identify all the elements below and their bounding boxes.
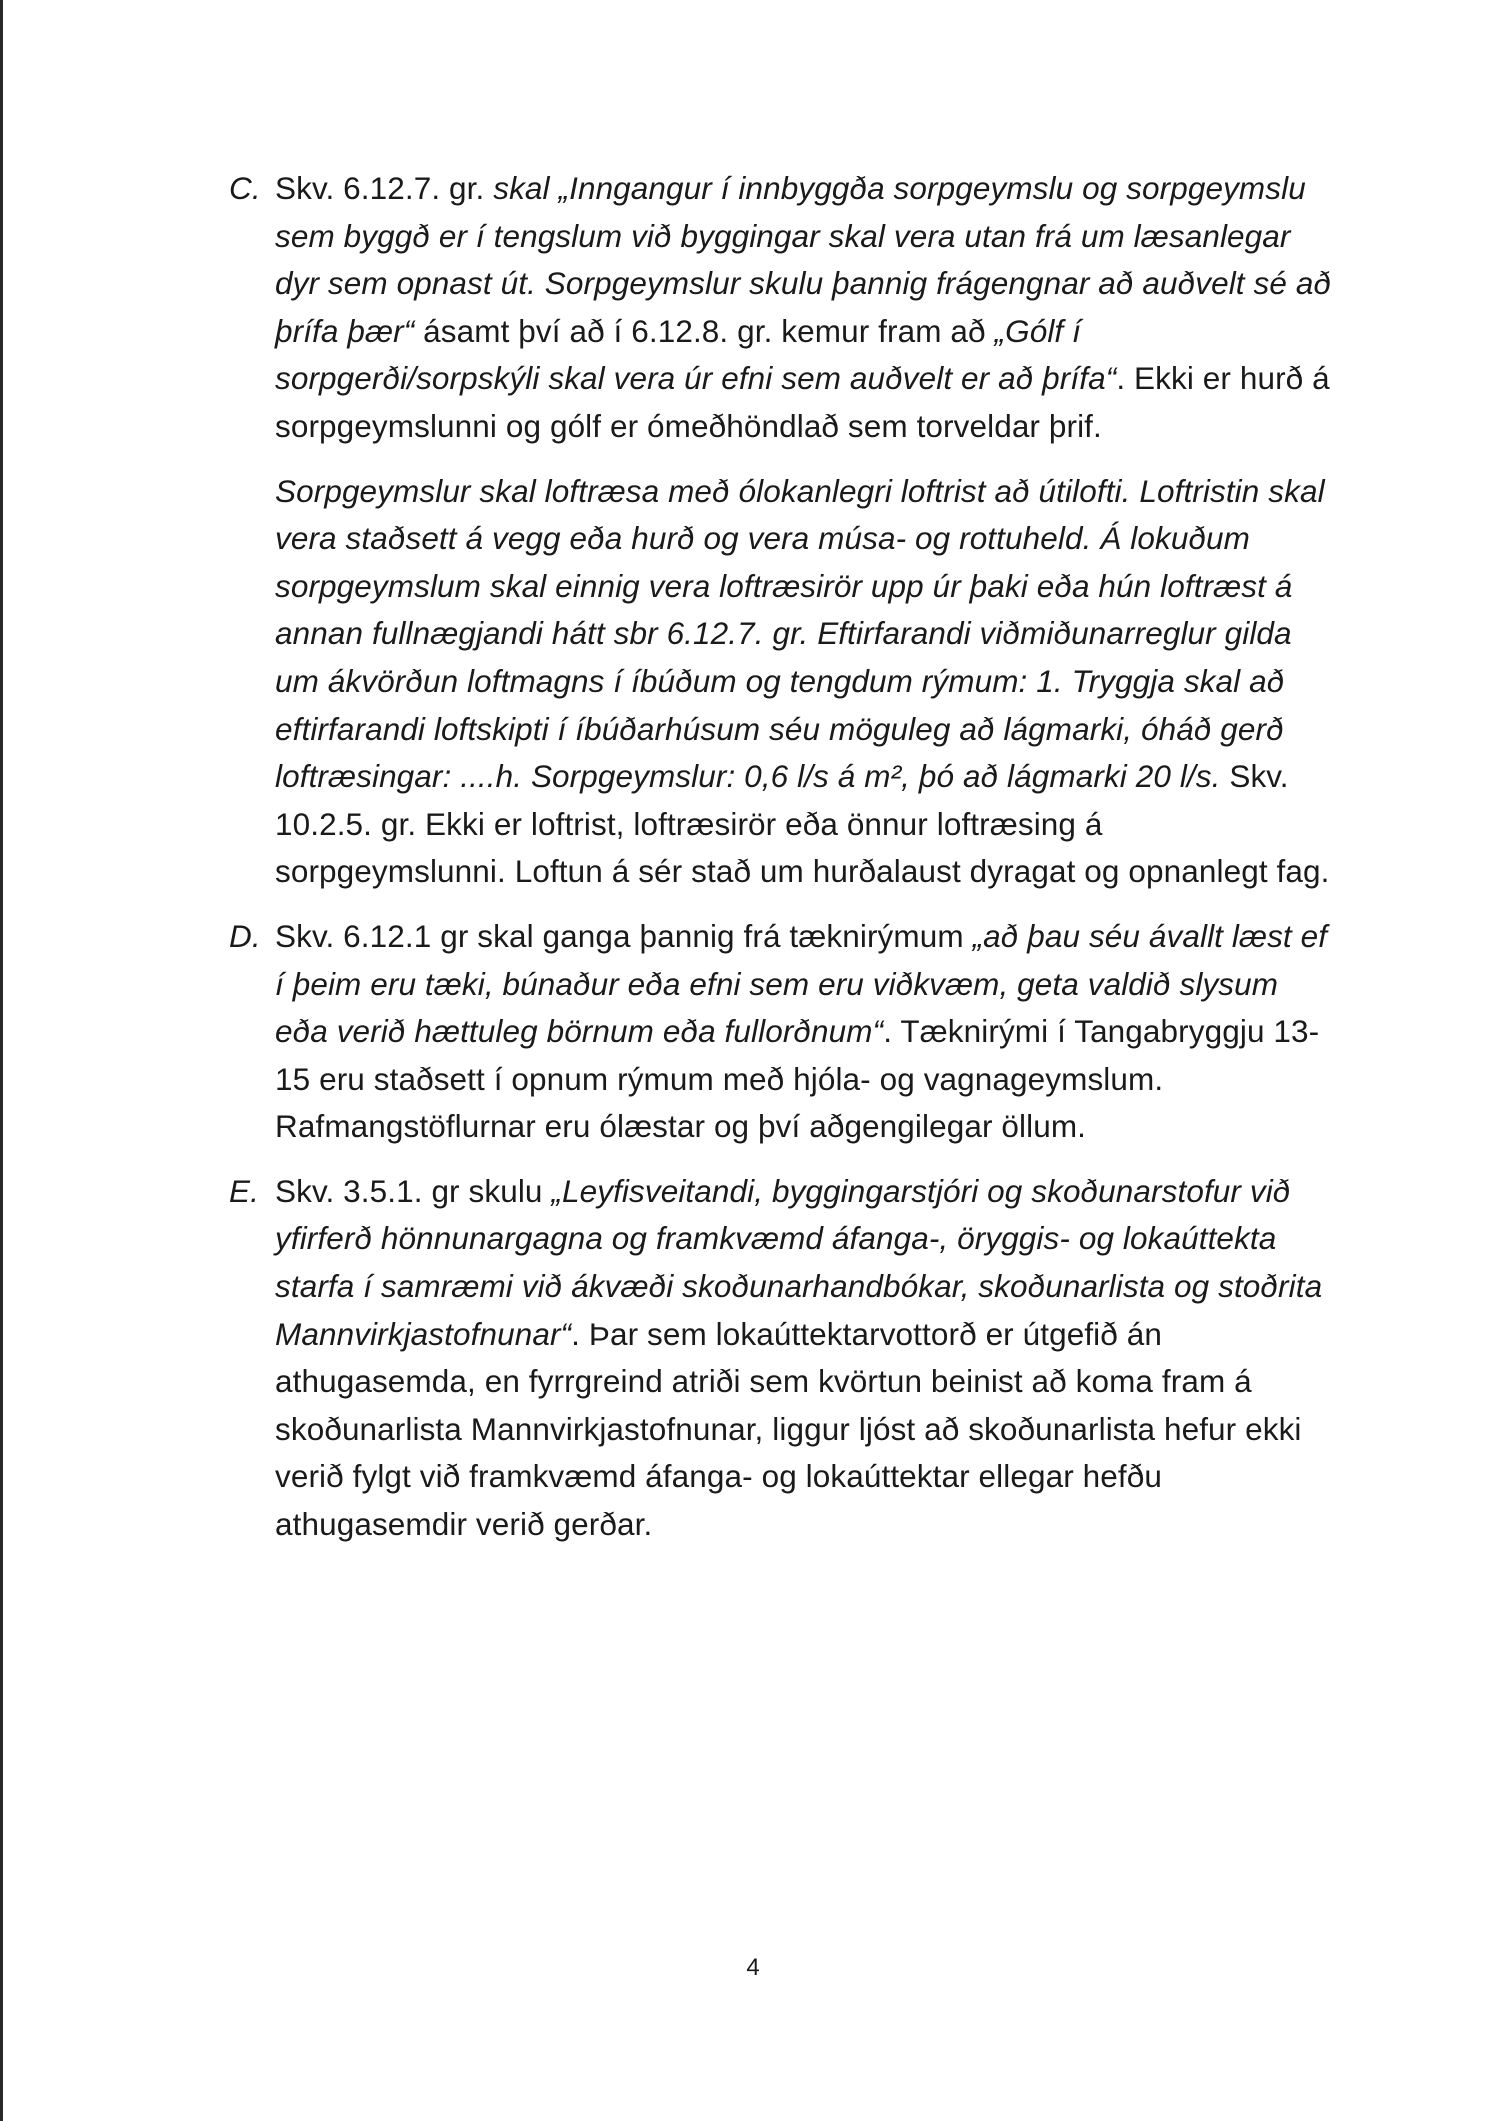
text-run: . Þar sem lokaúttektarvottorð er útgefið án athugasemda, en fyrrgreind atriði sem kvörtun beinist að koma fram á skoðunarlista Mannvirkjastofnunar, liggur ljóst að skoðunarlista hefur ekki verið fylgt við framkvæmd áfanga- og lokaúttektar ellegar hefðu athugasemdir verið gerðar.	[275, 1315, 1302, 1543]
paragraph	[275, 468, 1339, 896]
quoted-regulation: Sorpgeymslur skal loftræsa með ólokanlegri loftrist að útilofti. Loftristin skal vera staðsett á vegg eða hurð og vera músa- og rottuheld. Á lokuðum sorpgeymslum skal einnig vera loftræsirör upp úr þaki eða hún loftræst á annan fullnægjandi hátt sbr 6.12.7. gr. Eftirfarandi viðmiðunarreglur gilda um ákvörðun loftmagns í íbúðum og tengdum rýmum: 1. Tryggja skal að eftirfarandi loftskipti í íbúðarhúsum séu möguleg að lágmarki, óháð gerð loftræsingar: ....h. Sorpgeymslur: 0,6 l/s á m², þó að lágmarki 20 l/s.	[275, 472, 1325, 795]
quoted-regulation: skal „Inngangur í innbyggða sorpgeymslu og sorpgeymslu sem byggð er í tengslum við byggingar skal vera utan frá um læsanlegar dyr sem opnast út. Sorpgeymslur skulu þannig frágengnar að auðvelt sé að þrífa þær“	[275, 170, 1332, 349]
quoted-regulation: „Leyfisveitandi, byggingarstjóri og skoðunarstofur við yfirferð hönnunargagna og framkvæmd áfanga-, öryggis- og lokaúttekta starfa í samræmi við ákvæði skoðunarhandbókar, skoðunarlista og stoðrita Mannvirkjastofnunar“	[275, 1172, 1323, 1352]
document-body	[229, 165, 1339, 1549]
text-run: . Tæknirými í Tangabryggju 13-15 eru staðsett í opnum rýmum með hjóla- og vagnageymslum. Rafmangstöflurnar eru ólæstar og því aðgengilegar öllum.	[275, 1013, 1320, 1145]
text-run: Skv. 6.12.7. gr.	[275, 170, 494, 206]
item-letter: D.	[229, 917, 261, 954]
list-item-c	[229, 165, 1339, 896]
text-run: . Ekki er hurð á sorpgeymslunni og gólf er ómeðhöndlað sem torveldar þrif.	[275, 360, 1330, 444]
list-item-d	[229, 913, 1339, 1151]
text-run: Skv. 10.2.5. gr. Ekki er loftrist, loftræsirör eða önnur loftræsing á sorpgeymslunni. Loftun á sér stað um hurðalaust dyragat og opnanlegt fag.	[275, 758, 1330, 890]
page-number: 4	[746, 1954, 760, 1981]
item-letter: E.	[229, 1172, 259, 1209]
text-run: Skv. 3.5.1. gr skulu	[275, 1172, 552, 1209]
paragraph	[275, 165, 1339, 451]
quoted-regulation: „Gólf í sorpgerði/sorpskýli skal vera úr efni sem auðvelt er að þrífa“	[275, 312, 1117, 397]
paragraph	[275, 913, 1339, 1151]
list-item-e	[229, 1168, 1339, 1549]
text-run: ásamt því að í 6.12.8. gr. kemur fram að	[414, 312, 995, 349]
item-letter: C.	[229, 170, 261, 206]
text-run: Skv. 6.12.1 gr skal ganga þannig frá tæknirýmum	[275, 917, 973, 954]
quoted-regulation: „að þau séu ávallt læst ef í þeim eru tæki, búnaður eða efni sem eru viðkvæm, geta valdið slysum eða verið hættuleg börnum eða fullorðnum“	[275, 917, 1328, 1050]
paragraph	[275, 1168, 1339, 1549]
